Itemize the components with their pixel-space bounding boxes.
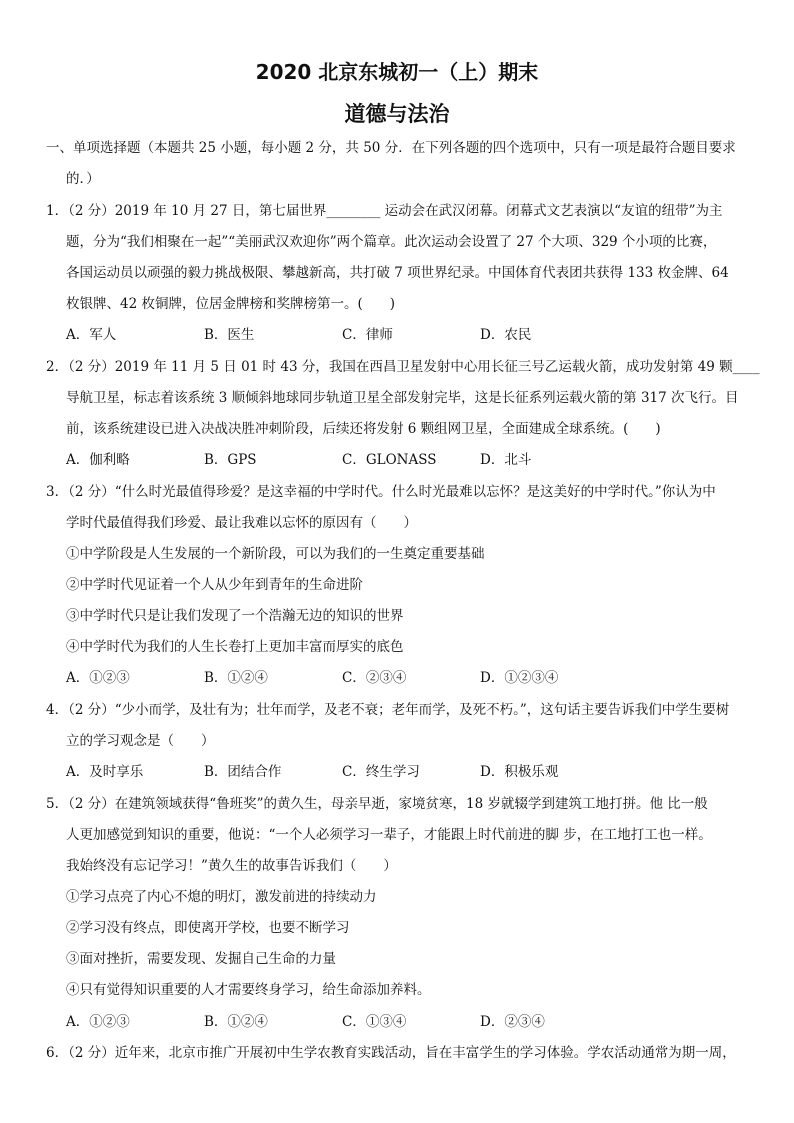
exam-title: 2020 北京东城初一（上）期末 [255, 60, 539, 84]
question-1-line: 题，分为“我们相聚在一起”“美丽武汉欢迎你”两个篇章。此次运动会设置了 27 个大项、329 个小项的比赛， [66, 234, 717, 250]
option-a[interactable]: A．及时享乐 [66, 764, 144, 780]
statement-item: ①学习点亮了内心不熄的明灯，激发前进的持续动力 [66, 889, 377, 905]
option-b[interactable]: B．GPS [204, 452, 257, 468]
question-1-line: 枚银牌、42 枚铜牌，位居金牌榜和奖牌榜第一。( ) [66, 296, 396, 312]
option-d[interactable]: D．北斗 [480, 452, 532, 468]
option-c[interactable]: C．①③④ [342, 1014, 407, 1030]
question-3-line: 学时代最值得我们珍爱、最让我难以忘怀的原因有（ ） [66, 515, 417, 531]
question-2-line: 2．（2 分）2019 年 11 月 5 日 01 时 43 分，我国在西昌卫星发射中心用长征三号乙运载火箭，成功发射第 49 颗____ [46, 359, 760, 375]
option-c[interactable]: C．律师 [342, 327, 393, 343]
statement-item: ②中学时代见证着一个人从少年到青年的生命进阶 [66, 577, 363, 593]
option-a[interactable]: A．①②③ [66, 670, 130, 686]
option-c[interactable]: C．GLONASS [342, 452, 437, 468]
option-a[interactable]: A．伽利略 [66, 452, 130, 468]
option-b[interactable]: B．①②④ [204, 1014, 268, 1030]
statement-item: ①中学阶段是人生发展的一个新阶段，可以为我们的一生奠定重要基础 [66, 546, 485, 562]
section-heading-cont: 的．） [66, 171, 100, 187]
option-d[interactable]: D．农民 [480, 327, 532, 343]
statement-item: ③面对挫折，需要发现、发掘自己生命的力量 [66, 951, 336, 967]
question-4-line: 立的学习观念是（ ） [66, 733, 215, 749]
option-a[interactable]: A．①②③ [66, 1014, 130, 1030]
question-1-line: 1．（2 分）2019 年 10 月 27 日，第七届世界________ 运动会在武汉闭幕。闭幕式文艺表演以“友谊的纽带”为主 [46, 203, 723, 219]
option-b[interactable]: B．①②④ [204, 670, 268, 686]
question-6-line: 6．（2 分）近年来，北京市推广开展初中生学农教育实践活动，旨在丰富学生的学习体验。学农活动通常为期一周， [46, 1045, 736, 1061]
statement-item: ②学习没有终点，即使离开学校，也要不断学习 [66, 920, 350, 936]
question-2-line: 前，该系统建设已进入决战决胜冲刺阶段，后续还将发射 6 颗组网卫星，全面建成全球系统。( ) [66, 421, 661, 437]
section-heading: 一、单项选择题（本题共 25 小题，每小题 2 分，共 50 分．在下列各题的四个选项中，只有一项是最符合题目要求 [46, 140, 736, 156]
question-5-line: 5．（2 分）在建筑领域获得“鲁班奖”的黄久生，母亲早逝，家境贫寒，18 岁就辍学到建筑工地打拼。他 比一般 [46, 796, 708, 812]
option-d[interactable]: D．积极乐观 [480, 764, 559, 780]
statement-item: ④中学时代为我们的人生长卷打上更加丰富而厚实的底色 [66, 639, 404, 655]
option-a[interactable]: A．军人 [66, 327, 117, 343]
question-4-line: 4．（2 分）“少小而学，及壮有为；壮年而学，及老不衰；老年而学，及死不朽。”，这句话主要告诉我们中学生要树 [46, 702, 730, 718]
question-5-line: 我始终没有忘记学习！”黄久生的故事告诉我们（ ） [66, 858, 397, 874]
statement-item: ③中学时代只是让我们发现了一个浩瀚无边的知识的世界 [66, 608, 404, 624]
question-3-line: 3．（2 分）“什么时光最值得珍爱？是这幸福的中学时代。什么时光最难以忘怀？是这美好的中学时代。”你认为中 [46, 484, 716, 500]
option-d[interactable]: D．②③④ [480, 1014, 545, 1030]
exam-subject: 道德与法治 [344, 102, 450, 126]
question-5-line: 人更加感觉到知识的重要，他说：“一个人必须学习一辈子，才能跟上时代前进的脚 步，在工地打工也一样。 [66, 827, 712, 843]
statement-item: ④只有觉得知识重要的人才需要终身学习，给生命添加养料。 [66, 982, 431, 998]
option-b[interactable]: B．医生 [204, 327, 255, 343]
question-1-line: 各国运动员以顽强的毅力挑战极限、攀越新高，共打破 7 项世界纪录。中国体育代表团共获得 133 枚金牌、64 [66, 265, 729, 281]
option-c[interactable]: C．终生学习 [342, 764, 420, 780]
option-b[interactable]: B．团结合作 [204, 764, 282, 780]
option-d[interactable]: D．①②③④ [480, 670, 559, 686]
question-2-line: 导航卫星，标志着该系统 3 顺倾斜地球同步轨道卫星全部发射完毕，这是长征系列运载火箭的第 317 次飞行。目 [66, 390, 739, 406]
option-c[interactable]: C．②③④ [342, 670, 407, 686]
